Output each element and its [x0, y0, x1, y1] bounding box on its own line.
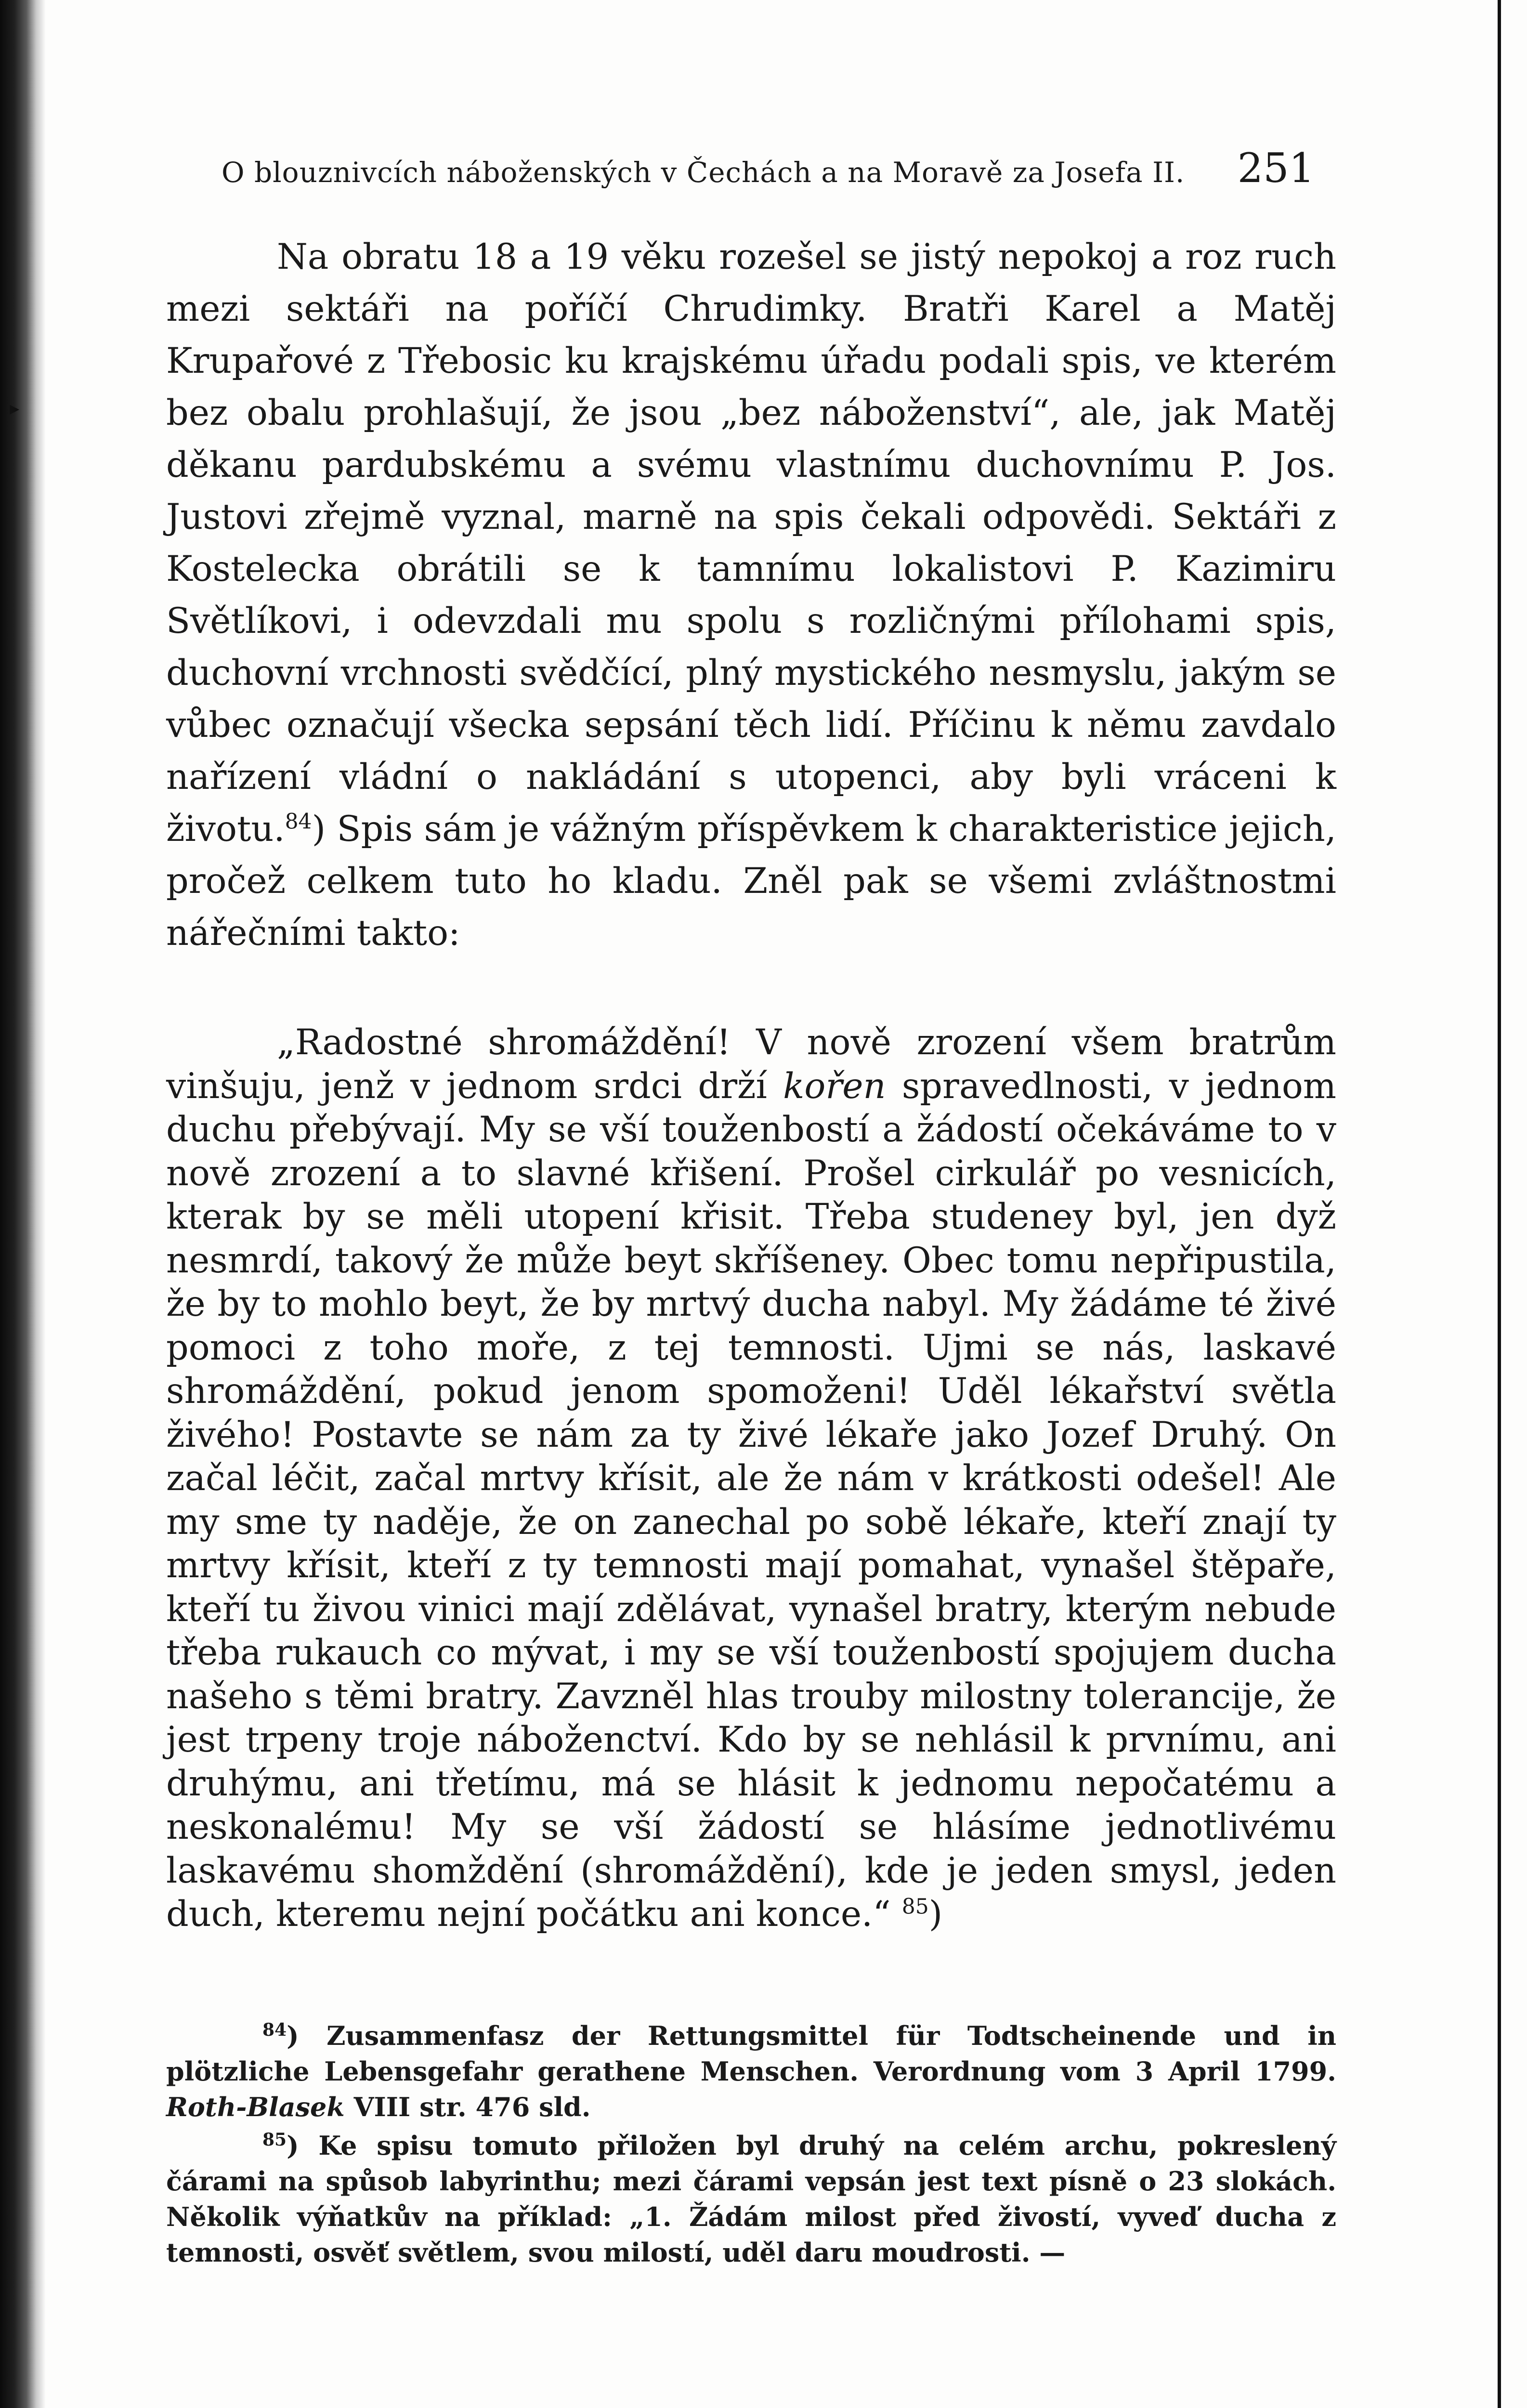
footnote-85-mark: 85 — [262, 2130, 287, 2150]
footnote-85 — [166, 2128, 1336, 2270]
quoted-document — [166, 1021, 1336, 1937]
binding-edge — [0, 0, 46, 2408]
footnote-ref-84: 84 — [285, 809, 312, 834]
paragraph-text-b: ) Spis sám je vážným příspěvkem k charakteristice jejich, pročež celkem tuto ho kladu. Zněl pak se všemi zvláštnostmi nářečními takto: — [166, 809, 1336, 954]
paragraph-text-a: Na obratu 18 a 19 věku rozešel se jistý nepokoj a roz ruch mezi sektáři na poříčí Chrudimky. Bratři Karel a Matěj Krupařové z Třebosic ku krajskému úřadu podali spis, ve kterém bez obalu prohlašují, že jsou „bez náboženství“, ale, jak Matěj děkanu pardubskému a svému vlastnímu duchovnímu P. Jos. Justovi zřejmě vyznal, marně na spis čekali odpovědi. Sektáři z Kostelecka obrátili se k tamnímu lokalistovi P. Kazimiru Světlíkovi, i odevzdali mu spolu s rozličnými přílohami spis, duchovní vrchnosti svědčící, plný mystického nesmyslu, jakým se vůbec označují všecka sepsání těch lidí. Příčinu k němu zavdalo nařízení vládní o nakládání s utopenci, aby byli vráceni k životu. — [166, 236, 1336, 850]
footnote-84-mark: 84 — [262, 2020, 287, 2040]
right-border-line — [1498, 0, 1501, 2408]
main-paragraph — [166, 231, 1336, 959]
footnote-84-italic: Roth-Blasek — [166, 2092, 345, 2122]
footnotes-section — [166, 2018, 1336, 2273]
quote-italic-word: kořen — [783, 1065, 886, 1107]
footnote-85-text: ) Ke spisu tomuto přiložen byl druhý na celém archu, pokreslený čárami na spůsob labyrinthu; mezi čárami vepsán jest text písně o 23 slokách. Několik výňatkův na příklad: „1. Žádám milost před živostí, vyveď ducha z temnosti, osvěť světlem, svou milostí, uděl daru moudrosti. — — [166, 2130, 1336, 2268]
footnote-84 — [166, 2018, 1336, 2125]
marginal-arrow-mark: ▸ — [10, 397, 20, 419]
quote-text-a: „Radostné shromáždění! V nově zrození všem bratrům vinšuju, jenž v jednom srdci drží — [166, 1022, 1336, 1107]
quote-end: ) — [928, 1894, 943, 1935]
footnote-84-text-b: VIII str. 476 sld. — [344, 2092, 591, 2122]
page-header — [222, 144, 1315, 197]
footnote-ref-85: 85 — [901, 1894, 929, 1919]
page-number: 251 — [1237, 144, 1315, 192]
quote-text-b: spravedlnosti, v jednom duchu přebývají. My se vší touženbostí a žádostí očekáváme to v nově zrození a to slavné křišení. Prošel cirkulář po vesnicích, kterak by se měli utopení křisit. Třeba studeney byl, jen dyž nesmrdí, takový že může beyt skříšeney. Obec tomu nepřipustila, že by to mohlo beyt, že by mrtvý ducha nabyl. My žádáme té živé pomoci z toho moře, z tej temnosti. Ujmi se nás, laskavé shromáždění, pokud jenom spomoženi! Uděl lékařství světla živého! Postavte se nám za ty živé lékaře jako Jozef Druhý. On začal léčit, začal mrtvy křísit, ale že nám v krátkosti odešel! Ale my sme ty naděje, že on zanechal po sobě lékaře, kteří znají ty mrtvy křísit, kteří z ty temnosti mají pomahat, vynašel štěpaře, kteří tu živou vinici mají zdělávat, vynašel bratry, kterým nebude třeba rukauch co mývat, i my se vší touženbostí spojujem ducha našeho s těmi bratry. Zavzněl hlas trouby milostny tolerancije, že jest trpeny troje náboženctví. Kdo by se nehlásil k prvnímu, ani druhýmu, ani třetímu, má se hlásit k jednomu nepočatému a neskonalému! My se vší žádostí se hlásíme jednotlivému laskavému shomždění (shromáždění), kde je jeden smysl, jeden duch, kteremu nejní počátku ani konce.“ — [166, 1065, 1336, 1935]
running-title: O blouznivcích náboženských v Čechách a na Moravě za Josefa II. — [222, 156, 1185, 189]
footnote-84-text-a: ) Zusammenfasz der Rettungsmittel für Todtscheinende und in plötzliche Lebensgefahr gerathene Menschen. Verordnung vom 3 April 1799. — [166, 2020, 1336, 2087]
